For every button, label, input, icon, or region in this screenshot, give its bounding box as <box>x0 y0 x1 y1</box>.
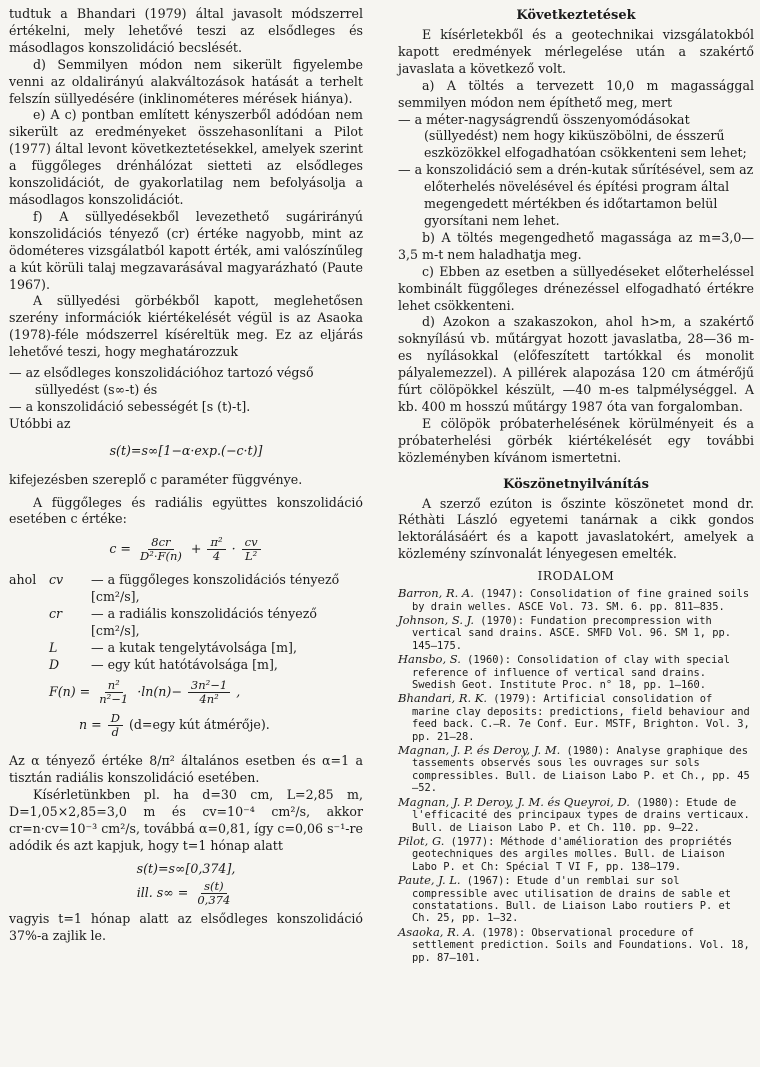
denominator: 4n² <box>199 692 219 707</box>
reference-text: (1960): Consolidation of clay with special reference of influence of vertical sand drains. Swedish Geot. Institute Proc. n° 18, pp. 1—160. <box>412 654 730 692</box>
numerator: D <box>108 712 123 726</box>
fraction <box>108 712 123 739</box>
fraction <box>207 536 225 563</box>
denominator: D²·F(n) <box>140 549 182 564</box>
right-column <box>398 6 754 965</box>
definition-row: ahol cv — a függőleges konszolidációs tényező [cm²/s], <box>9 571 363 605</box>
symbol: cr <box>49 606 63 622</box>
equation-lhs: n = <box>79 717 102 733</box>
equation-lhs: ill. s∞ = <box>136 884 189 900</box>
reference-text: (1947): Consolidation of fine grained soils by drain welles. ASCE Vol. 73. SM. 6. pp. 811—835. <box>412 588 750 613</box>
reference-author: Asaoka, R. A. <box>398 924 476 939</box>
paragraph: c) Ebben az esetben a süllyedéseket előterheléssel kombinált függőleges drénezéssel elfogadható értékre lehet csökkenteni. <box>398 263 754 313</box>
numerator: 8cr <box>148 536 173 550</box>
numerator: 3n²−1 <box>188 679 230 693</box>
equation-n <box>79 712 363 739</box>
paragraph: A szerző ezúton is őszinte köszönetet mond dr. Réthàti László egyetemi tanárnak a cikk gondos lektorálásáért és a kapott javaslatokért, amelyek a közlemény színvonalát lényegesen emelték. <box>398 495 754 562</box>
denominator: d <box>111 725 119 740</box>
reference-text: (1979): Artificial consolidation of marine clay deposits: predictions, field behaviour and feed back. C.—R. 7e Conf. Eur. MSTF, Brighton. Vol. 3, pp. 21—28. <box>412 693 750 743</box>
equation-c <box>9 536 363 563</box>
reference-text: (1980): Analyse graphique des tassements observés sous les ouvrages sur sols compressibles. Bull. de Liaison Labo P. et Ch., pp. 45—52. <box>412 745 750 795</box>
operator: ·ln(n)− <box>137 684 182 700</box>
paragraph: kifejezésben szereplő c paraméter függvénye. <box>9 471 303 487</box>
denominator: 0,374 <box>197 892 231 907</box>
paragraph: E kísérletekből és a geotechnikai vizsgálatokból kapott eredmények mérlegelése után a szakértő javaslata a következő volt. <box>398 27 754 76</box>
denominator: 4 <box>212 549 221 564</box>
symbol-description: — a függőleges konszolidációs tényező [cm²/s], <box>91 572 340 605</box>
paragraph: vagyis t=1 hónap alatt az elsődleges konszolidáció 37%-a zajlik le. <box>9 910 363 943</box>
reference-item <box>398 692 754 743</box>
reference-author: Johnson, S. J. <box>398 613 475 627</box>
denominator: n²−1 <box>99 692 129 707</box>
fraction <box>137 536 185 563</box>
numerator: s(t) <box>201 880 227 894</box>
reference-item <box>398 926 754 964</box>
equation-fn <box>49 679 363 706</box>
reference-author: Pilot, G. <box>398 833 445 848</box>
fraction <box>194 880 233 907</box>
reference-item <box>398 796 754 834</box>
definition-row <box>9 639 363 656</box>
paragraph: a) A töltés a tervezett 10,0 m magassággal semmilyen módon nem építhető meg, mert <box>398 77 754 110</box>
list-item: — a méter-nagyságrendű összenyomódásokat (süllyedést) nem hogy kiküszöbölni, de ésszerű eszközökkel elfogadhatóan csökkenteni sem lehet; <box>398 111 747 161</box>
paragraph: b) A töltés megengedhető magassága az m=3,0—3,5 m-t nem haladhatja meg. <box>398 229 754 262</box>
reference-item <box>398 835 754 873</box>
equation-note: (d=egy kút átmérője). <box>128 717 270 733</box>
list-item: — a konszolidáció sem a drén-kutak sűrítésével, sem az előterhelés növelésével és építési program által megengedett mértékben és időtartamon belül gyorsítani nem lehet. <box>398 162 754 228</box>
numerator: n² <box>105 679 123 693</box>
reference-item <box>398 614 754 652</box>
reference-text: (1980): Etude de l'efficacité des principaux types de drains verticaux. Bull. de Liaison Labo P. et Ch. 110. pp. 9—22. <box>412 796 750 834</box>
paragraph: e) A c) pontban említett kényszerből adódóan nem sikerült az eredményeket összehasonlítani a Pilot (1977) által levont következtetésekkel, amelyek szerint a függőleges drénhálózat sietteti az elsődleges konszolidációt, de gyakorlatilag nem befolyásolja a másodlagos konszolidációt. <box>9 107 363 207</box>
fraction <box>96 679 131 706</box>
paragraph: Az α tényező értéke 8/π² általános esetben és α=1 a tisztán radiális konszolidáció esetében. <box>9 753 363 786</box>
reference-item <box>398 874 754 925</box>
reference-author: Magnan, J. P. Deroy, J. M. és Queyroi, D. <box>398 794 630 809</box>
paragraph: tudtuk a Bhandari (1979) által javasolt módszerrel értékelni, mely lehetővé teszi az elsődleges és másodlagos konszolidáció becslését. <box>9 6 363 55</box>
section-heading-acknowledgements: Köszönetnyilvánítás <box>503 476 649 492</box>
operator: · <box>231 541 236 557</box>
reference-item <box>398 587 754 613</box>
symbol: L <box>49 640 58 656</box>
symbol-description: — a kutak tengelytávolsága [m], <box>91 640 297 656</box>
paragraph: d) Azokon a szakaszokon, ahol h>m, a szakértő soknyílású vb. műtárgyat hozott javaslatba, 28—36 m-es nyílásokkal (előfeszített tartókkal és monolit pályalemezzel). A pillérek alapozása 120 cm átmérőjű fúrt cölöpökkel készült, —40 m-es talpmélységgel. A kb. 400 m hosszú műtárgy 1987 óta van forgalomban. <box>398 314 754 414</box>
paragraph: d) Semmilyen módon nem sikerült figyelembe venni az oldalirányú alakváltozások hatását a terhelt felszín süllyedésére (inklinométeres mérések hiánya). <box>9 56 363 106</box>
reference-text: (1970): Fundation precompression with vertical sand drains. ASCE. SMFD Vol. 96. SM 1, pp. 145—175. <box>412 615 732 652</box>
list-item: — a konszolidáció sebességét [s (t)-t]. <box>9 398 251 414</box>
operator: + <box>190 541 202 557</box>
numerator: π² <box>207 536 225 550</box>
reference-text: (1967): Etude d'un remblai sur sol compressible avec utilisation de drains de sable et constatations. Bull. de Liaison Labo routiers P. et Ch. 25, pp. 1—32. <box>412 875 732 925</box>
reference-author: Magnan, J. P. és Deroy, J. M. <box>398 743 561 758</box>
section-heading-conclusions: Következtetések <box>516 8 636 23</box>
reference-text: (1977): Méthode d'amélioration des propriétés geotechniques des argiles molles. Bull. de Liaison Labo P. et Ch: Spécial T VI F, pp. 138—179. <box>412 835 733 873</box>
equation-result-inverse <box>9 880 363 907</box>
symbol-description: — egy kút hatótávolsága [m], <box>91 657 278 673</box>
reference-list <box>398 587 754 964</box>
symbol: D <box>49 657 60 673</box>
fraction <box>188 679 230 706</box>
symbol: cv <box>49 572 64 588</box>
equation-settlement: s(t)=s∞[1−α·exp.(−c·t)] <box>109 442 263 458</box>
section-heading-references: IRODALOM <box>537 569 615 584</box>
reference-author: Paute, J. L. <box>398 873 461 888</box>
reference-item <box>398 744 754 795</box>
paragraph: E cölöpök próbaterhelésének körülményeit és a próbaterhelési görbék kiértékelését egy további közleményben kívánom ismertetni. <box>398 415 754 465</box>
reference-text: (1978): Observational procedure of settlement prediction. Soils and Foundations. Vol. 18, pp. 87—101. <box>412 926 750 964</box>
denominator: L² <box>245 549 258 564</box>
left-column <box>9 6 363 945</box>
numerator: cv <box>242 536 261 550</box>
paragraph: Kísérletünkben pl. ha d=30 cm, L=2,85 m, D=1,05×2,85=3,0 m és cv=10⁻⁴ cm²/s, akkor cr=n·cv=10⁻³ cm²/s, továbbá α=0,81, így c=0,06 s⁻¹-re adódik és azt kapjuk, hogy t=1 hónap alatt <box>9 787 363 853</box>
paragraph: A függőleges és radiális együttes konszolidáció esetében c értéke: <box>9 494 363 527</box>
paragraph: f) A süllyedésekből levezethető sugárirányú konszolidációs tényező (cr) értéke nagyobb, mint az ödométeres vizsgálatból kapott érték, ami valószínűleg a kút körüli talaj megzavarásával magyarázható (Paute 1967). <box>9 208 363 292</box>
list-item: — az elsődleges konszolidációhoz tartozó végső süllyedést (s∞-t) és <box>9 365 314 397</box>
equation-lhs: c = <box>109 541 131 557</box>
reference-item <box>398 653 754 691</box>
reference-author: Barron, R. A. <box>398 586 474 601</box>
paragraph: A süllyedési görbékből kapott, meglehetősen szerény információk kiértékelését végül is az Asaoka (1978)-féle módszerrel kíséreltük meg. Ez az eljárás lehetővé teszi, hogy meghatározzuk <box>9 293 363 360</box>
reference-author: Bhandari, R. K. <box>398 691 488 706</box>
definition-row <box>9 656 363 673</box>
equation-result: s(t)=s∞[0,374], <box>136 860 236 876</box>
symbol-definitions <box>9 571 363 673</box>
punctuation: , <box>236 684 241 700</box>
symbol-description: — a radiális konszolidációs tényező [cm²/s], <box>91 606 317 639</box>
equation-lhs: F(n) = <box>49 684 91 700</box>
reference-author: Hansbo, S. <box>398 652 461 667</box>
paragraph: Utóbbi az <box>9 415 71 431</box>
definition-row <box>9 605 363 639</box>
fraction <box>242 536 261 563</box>
